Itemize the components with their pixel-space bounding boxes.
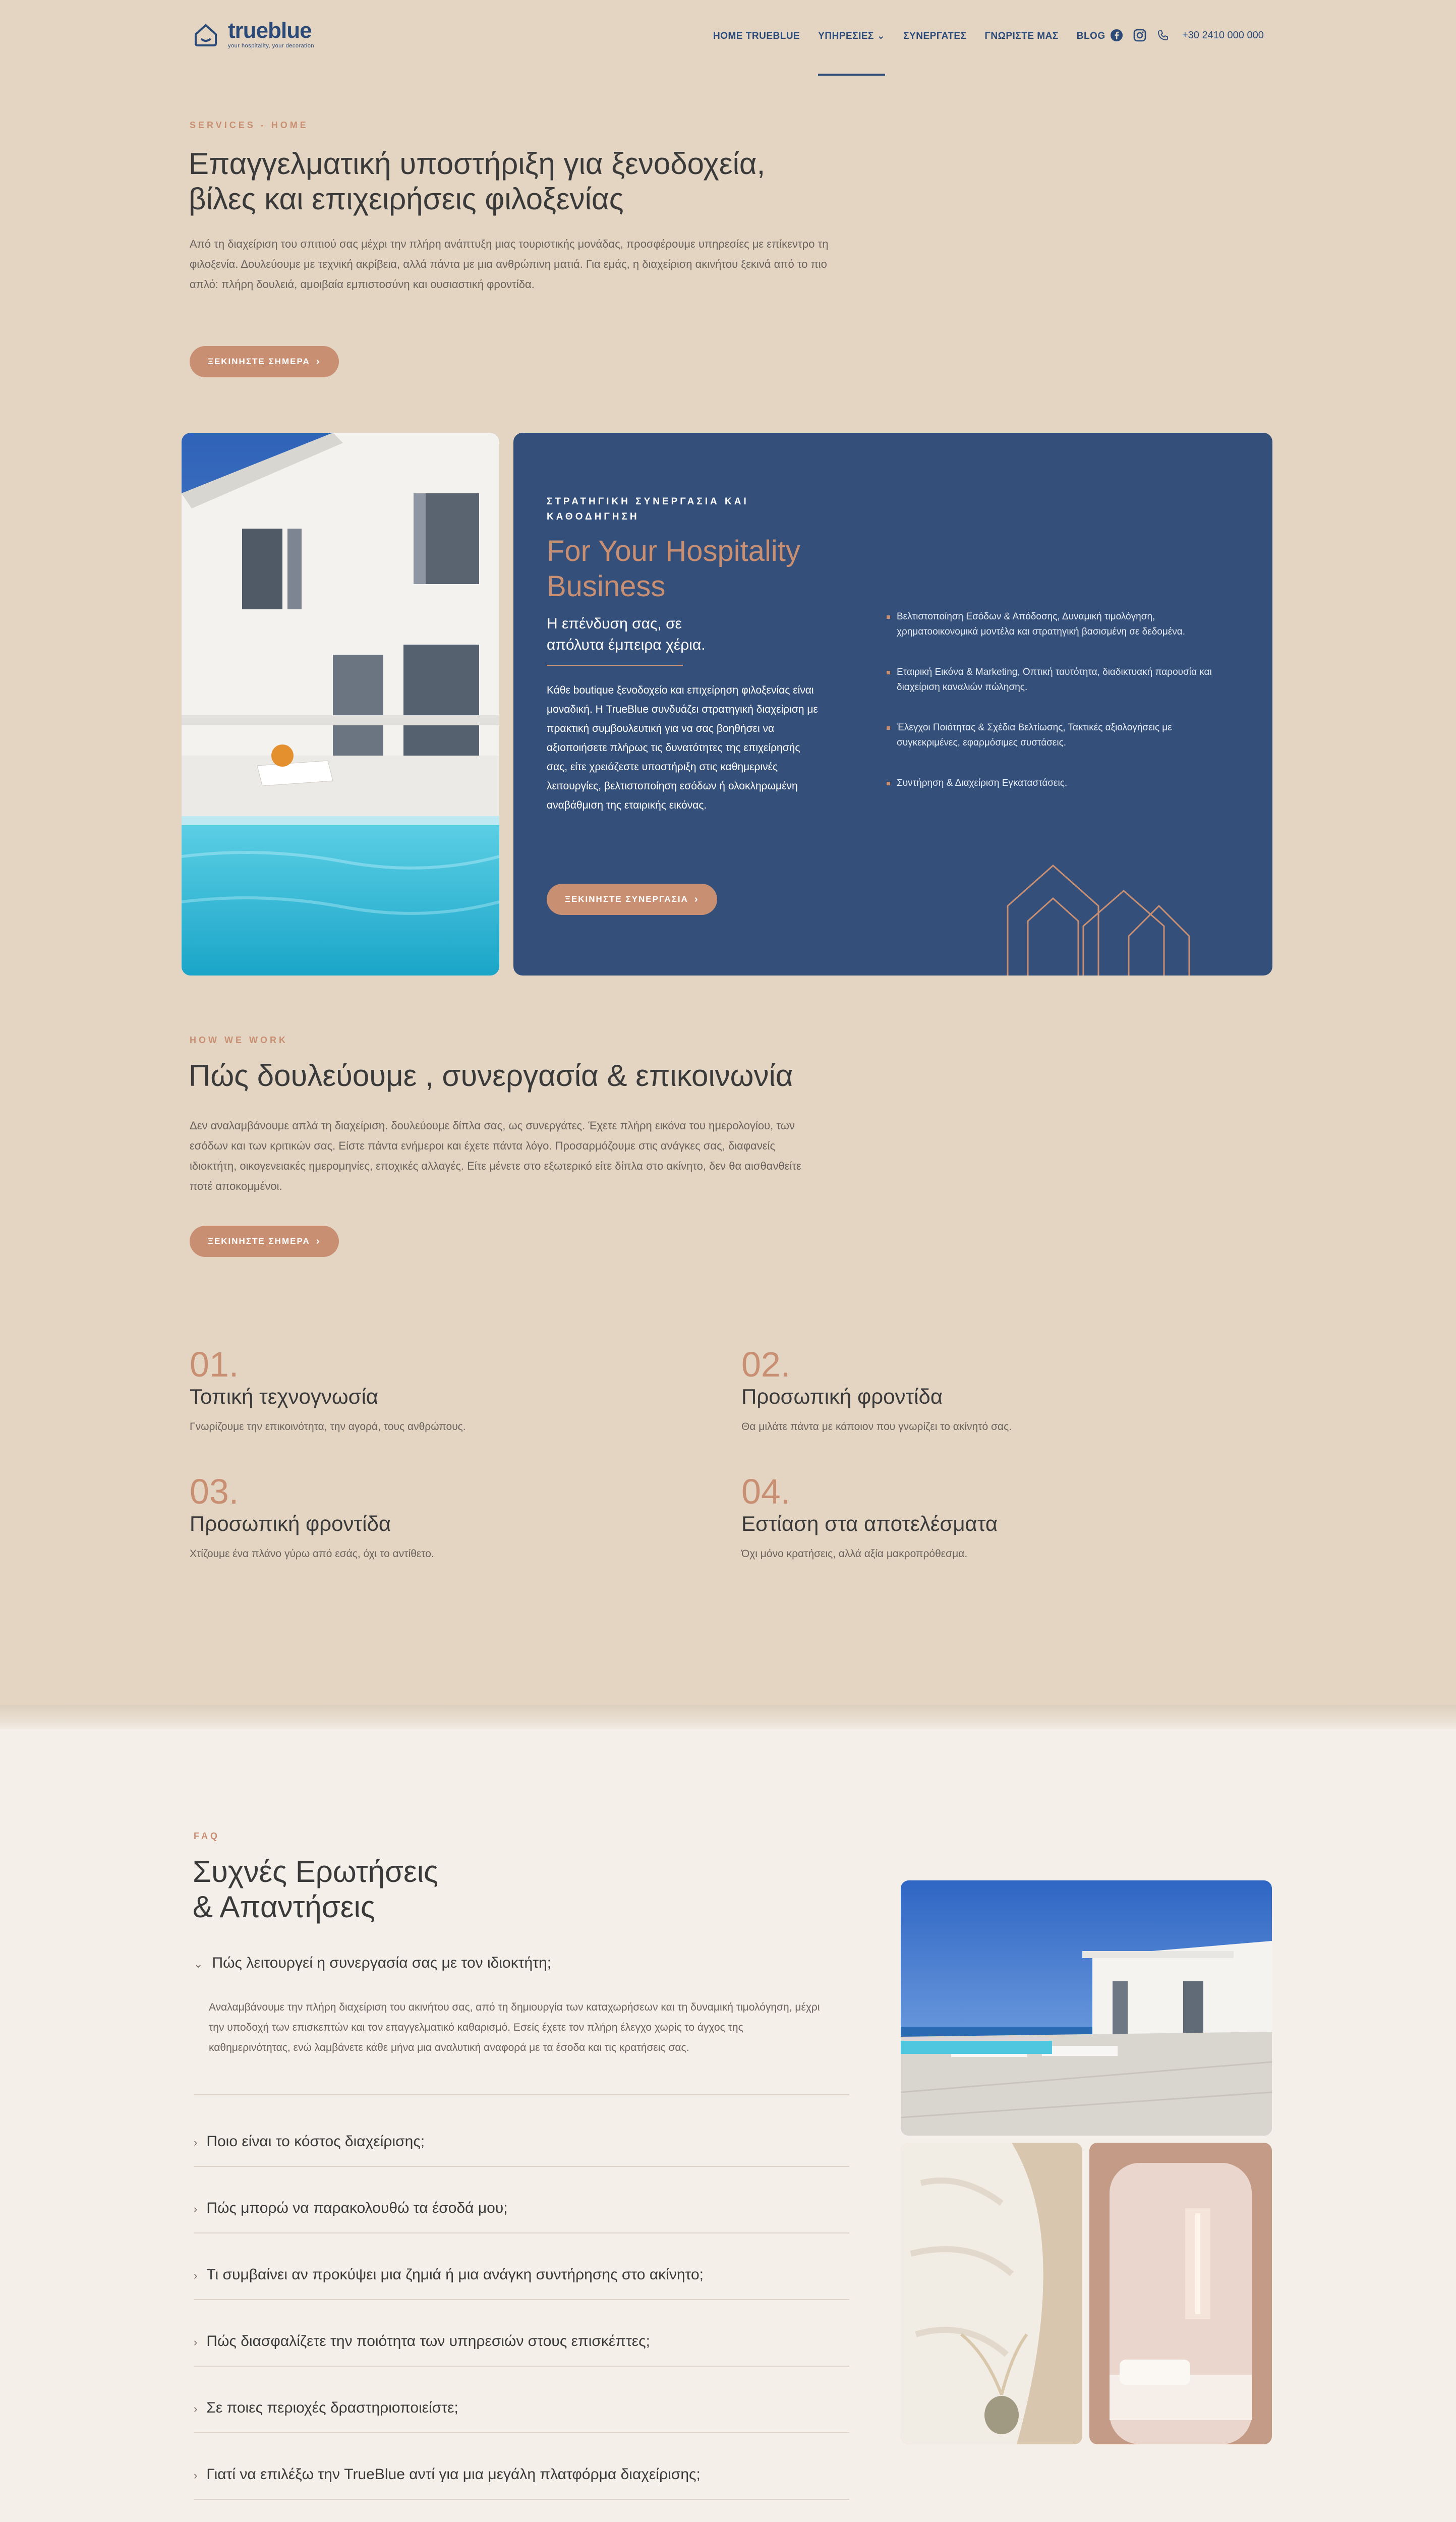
strategy-cta-label: ΞΕΚΙΝΗΣΤΕ ΣΥΝΕΡΓΑΣΙΑ (565, 894, 688, 904)
strategy-cta-button[interactable] (547, 884, 717, 915)
strategy-divider (547, 665, 683, 666)
main-nav (713, 30, 1105, 42)
faq-question[interactable] (194, 2265, 849, 2286)
step-title: Προσωπική φροντίδα (741, 1385, 943, 1408)
faq-title-line1: Συχνές Ερωτήσεις (193, 1855, 438, 1888)
step-item (741, 1472, 1195, 1563)
step-description: Όχι μόνο κρατήσεις, αλλά αξία μακροπρόθεσμα. (741, 1548, 968, 1560)
section-divider (0, 1705, 1456, 1732)
site-header (0, 0, 1456, 81)
strategy-card (513, 433, 1272, 976)
nav-partners[interactable]: ΣΥΝΕΡΓΑΤΕΣ (903, 30, 967, 41)
step-description: Χτίζουμε ένα πλάνο γύρω από εσάς, όχι το αντίθετο. (190, 1548, 434, 1560)
instagram-icon[interactable] (1133, 28, 1147, 42)
faq-question-label: Πώς μπορώ να παρακολουθώ τα έσοδά μου; (206, 2200, 508, 2216)
step-item (190, 1472, 644, 1563)
how-cta-button[interactable] (190, 1226, 339, 1257)
houses-outline-graphic (998, 850, 1209, 976)
chevron-right-icon: › (194, 2402, 198, 2415)
nav-home[interactable]: HOME TRUEBLUE (713, 30, 800, 41)
chevron-right-icon: › (194, 2336, 198, 2348)
faq-divider (194, 2499, 849, 2500)
faq-divider (194, 2432, 849, 2433)
faq-question-label: Γιατί να επιλέξω την TrueBlue αντί για μια μεγάλη πλατφόρμα διαχείρισης; (206, 2466, 701, 2483)
hero-title: Επαγγελματική υποστήριξη για ξενοδοχεία, βίλες και επιχειρήσεις φιλοξενίας (189, 147, 766, 216)
phone-icon (1156, 28, 1170, 42)
faq-question[interactable] (194, 2198, 849, 2219)
chevron-down-icon: ⌄ (877, 31, 886, 41)
faq-divider (194, 2299, 849, 2300)
how-title: Πώς δουλεύουμε , συνεργασία & επικοινωνία (189, 1059, 793, 1093)
how-eyebrow: HOW WE WORK (190, 1035, 288, 1045)
faq-question-label: Πώς διασφαλίζετε την ποιότητα των υπηρεσιών στους επισκέπτες; (206, 2333, 650, 2349)
house-logo-icon (191, 19, 221, 49)
arrow-right-icon: › (694, 893, 699, 905)
nav-blog[interactable]: BLOG (1076, 30, 1105, 41)
faq-eyebrow: FAQ (194, 1831, 220, 1841)
faq-question-label: Ποιο είναι το κόστος διαχείρισης; (206, 2133, 425, 2150)
nav-services[interactable] (818, 30, 885, 42)
strategy-title: For Your Hospitality Business (547, 535, 800, 603)
step-title: Τοπική τεχνογνωσία (190, 1385, 379, 1408)
faq-divider (194, 2094, 849, 2095)
faq-question[interactable] (194, 2464, 849, 2486)
list-item: Συντήρηση & Διαχείριση Εγκαταστάσεις. (887, 776, 1219, 791)
list-item: Βελτιστοποίηση Εσόδων & Απόδοσης, Δυναμική τιμολόγηση, χρηματοοικονομικά μοντέλα και στρατηγική βασισμένη σε δεδομένα. (887, 609, 1219, 640)
header-icons (1110, 28, 1264, 42)
step-description: Γνωρίζουμε την επικοινότητα, την αγορά, τους ανθρώπους. (190, 1421, 466, 1432)
logo-tagline: your hospitality, your decoration (228, 43, 314, 49)
faq-answer: Αναλαμβάνουμε την πλήρη διαχείριση του ακινήτου σας, από τη δημιουργία των καταχωρήσεων και τη δυναμική τιμολόγηση, μέχρι την υποδοχή των επισκεπτών και τον επαγγελματικό καθαρισμό. Εσείς έχετε τον πλήρη έλεγχο χωρίς το άγχος της καθημερινότητας, ενώ λαμβάνετε κάθε μήνα μια αναλυτική αναφορά με τα έσοδα και τις κρατήσεις σας. (209, 2001, 820, 2053)
faq-divider (194, 2166, 849, 2167)
chevron-right-icon: › (194, 2469, 198, 2482)
faq-question[interactable] (194, 2331, 849, 2353)
chevron-right-icon: › (194, 2203, 198, 2215)
strategy-bullet-list (887, 609, 1219, 816)
nav-about[interactable]: ΓΝΩΡΙΣΤΕ ΜΑΣ (984, 30, 1059, 41)
step-item (190, 1345, 644, 1436)
hero-body: Από τη διαχείριση του σπιτιού σας μέχρι την πλήρη ανάπτυξη μιας τουριστικής μονάδας, προσφέρουμε υπηρεσίες με επίκεντρο τη φιλοξενία. Δουλεύουμε με τεχνική ακρίβεια, αλλά πάντα με μια ανθρώπινη ματιά. Για εμάς, η διαχείριση ακινήτου ξεκινά από το πιο απλό: πλήρη δουλειά, αμοιβαία εμπιστοσύνη και ουσιαστική φροντίδα. (190, 238, 829, 291)
chevron-right-icon: › (194, 2269, 198, 2282)
villa-pool-image (182, 433, 499, 976)
faq-question-label: Τι συμβαίνει αν προκύψει μια ζημιά ή μια ανάγκη συντήρησης στο ακίνητο; (206, 2266, 704, 2283)
faq-question-label: Πώς λειτουργεί η συνεργασία σας με τον ιδιοκτήτη; (212, 1955, 552, 1971)
strategy-eyebrow: ΣΤΡΑΤΗΓΙΚΗ ΣΥΝΕΡΓΑΣΙΑ ΚΑΙ ΚΑΘΟΔΗΓΗΣΗ (547, 496, 749, 522)
site-logo[interactable] (191, 19, 314, 49)
hero-cta-label: ΞΕΚΙΝΗΣΤΕ ΣΗΜΕΡΑ (208, 357, 310, 366)
hero-eyebrow: SERVICES - HOME (190, 120, 309, 130)
hero-cta-button[interactable] (190, 346, 339, 377)
nav-services-label: ΥΠΗΡΕΣΙΕΣ (818, 31, 874, 41)
faq-question[interactable] (194, 2132, 849, 2153)
chevron-right-icon: › (194, 2136, 198, 2149)
arrow-right-icon: › (316, 1235, 321, 1247)
faq-divider (194, 2366, 849, 2367)
faq-title (193, 1854, 647, 1925)
textured-wall-vase-image (901, 2143, 1082, 2444)
faq-question[interactable] (194, 2398, 849, 2419)
arrow-right-icon: › (316, 356, 321, 367)
strategy-paragraph: Κάθε boutique ξενοδοχείο και επιχείρηση φιλοξενίας είναι μοναδική. Η TrueBlue συνδυάζει στρατηγική διαχείριση με πρακτική συμβουλευτική για να σας βοηθήσει να αξιοποιήσετε πλήρως τις δυνατότητες της επιχείρησής σας, είτε χρειάζεστε υποστήριξη στις καθημερινές λειτουργίες, βελτιστοποίηση εσόδων ή ολοκληρωμένη αναβάθμιση της εταιρικής εικόνας. (547, 684, 818, 811)
list-item: Έλεγχοι Ποιότητας & Σχέδια Βελτίωσης, Τακτικές αξιολογήσεις με συγκεκριμένες, εφαρμόσιμες συστάσεις. (887, 720, 1219, 751)
how-cta-label: ΞΕΚΙΝΗΣΤΕ ΣΗΜΕΡΑ (208, 1236, 310, 1246)
step-item (741, 1345, 1195, 1436)
logo-wordmark: trueblue (228, 18, 312, 43)
how-body: Δεν αναλαμβάνουμε απλά τη διαχείριση. δουλεύουμε δίπλα σας, ως συνεργάτες. Έχετε πλήρη εικόνα του ημερολογίου, των εσόδων και των κριτικών σας. Είστε πάντα ενήμεροι και έχετε πάντα λόγο. Προσαρμόζουμε στις ανάγκες σας, διαφανείς ιδιοκτήτη, οικογενειακές ημερομηνίες, εποχικές αλλαγές. Είτε μένετε στο εξωτερικό είτε δίπλα στο ακίνητο, δεν θα αισθανθείτε ποτέ αποκομμένοι. (190, 1119, 801, 1192)
step-number: 03. (190, 1472, 239, 1511)
step-number: 02. (741, 1345, 791, 1384)
step-title: Προσωπική φροντίδα (190, 1512, 391, 1535)
facebook-icon[interactable] (1110, 28, 1124, 42)
step-title: Εστίαση στα αποτελέσματα (741, 1512, 998, 1535)
bedroom-niche-image (1089, 2143, 1272, 2444)
step-number: 01. (190, 1345, 239, 1384)
faq-question-open[interactable] (194, 1953, 849, 1974)
step-description: Θα μιλάτε πάντα με κάποιον που γνωρίζει το ακίνητό σας. (741, 1421, 1012, 1432)
chevron-down-icon: ⌄ (194, 1958, 203, 1970)
villa-terrace-image (901, 1880, 1272, 2136)
faq-divider (194, 2232, 849, 2233)
faq-title-line2: & Απαντήσεις (193, 1890, 375, 1924)
villa-illustration (182, 433, 499, 976)
faq-question-label: Σε ποιες περιοχές δραστηριοποιείστε; (206, 2399, 458, 2416)
header-phone[interactable]: +30 2410 000 000 (1182, 29, 1264, 41)
step-number: 04. (741, 1472, 791, 1511)
list-item: Εταιρική Εικόνα & Marketing, Οπτική ταυτότητα, διαδικτυακή παρουσία και διαχείριση καναλιών πώλησης. (887, 665, 1219, 695)
strategy-subtitle: Η επένδυση σας, σε απόλυτα έμπειρα χέρια. (547, 615, 706, 653)
